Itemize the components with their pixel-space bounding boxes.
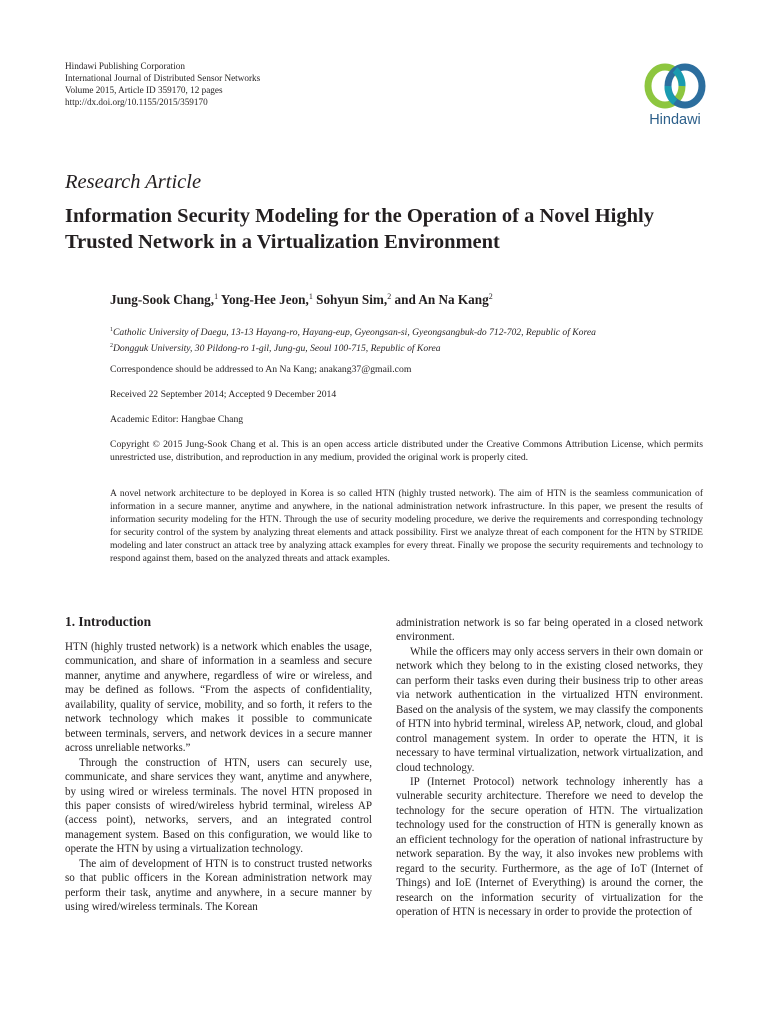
hindawi-logo xyxy=(636,60,714,134)
volume-info: Volume 2015, Article ID 359170, 12 pages xyxy=(65,85,223,95)
paragraph: Through the construction of HTN, users can securely use, communicate, and share services they want, anytime and anywhere, by using wired or wireless terminals. The novel HTN proposed in this paper consists of wired/wireless hybrid terminal, wireless AP (access point), networks, servers, and an integrated control management system. Based on this configuration, we would like to operate the HTN by using a virtualization technology. xyxy=(65,756,372,856)
section-heading: 1. Introduction xyxy=(65,614,152,629)
paragraph: administration network is so far being operated in a closed network environment. xyxy=(396,617,703,644)
affiliation-number: 1 xyxy=(110,327,113,333)
author-name: Jung-Sook Chang, xyxy=(110,292,215,307)
body-column-left xyxy=(65,640,372,915)
academic-editor: Academic Editor: Hangbae Chang xyxy=(110,414,244,425)
author-affiliation-mark: 1 xyxy=(214,292,219,301)
article-type: Research Article xyxy=(65,171,202,193)
received-dates: Received 22 September 2014; Accepted 9 December 2014 xyxy=(110,389,337,400)
doi-link[interactable]: http://dx.doi.org/10.1155/2015/359170 xyxy=(65,97,208,107)
affiliation-text: Catholic University of Daegu, 13-13 Hayang-ro, Hayang-eup, Gyeongsan-si, Gyeongsangbuk-do 712-702, Republic of Korea xyxy=(113,327,596,338)
affiliation-line xyxy=(110,340,720,356)
affiliation-text: Dongguk University, 30 Pildong-ro 1-gil, Jung-gu, Seoul 100-715, Republic of Korea xyxy=(113,342,441,354)
correspondence: Correspondence should be addressed to An Na Kang; anakang37@gmail.com xyxy=(110,364,412,375)
article-title: Information Security Modeling for the Operation of a Novel Highly Trusted Network in a Virtualization Environment xyxy=(65,205,654,253)
copyright-notice: Copyright © 2015 Jung-Sook Chang et al. This is an open access article distributed under the Creative Commons Attribution License, which permits unrestricted use, distribution, and reproduction in any medium, provided the original work is properly cited. xyxy=(110,439,703,463)
author-list xyxy=(110,292,493,308)
affiliation-line xyxy=(110,324,720,340)
publisher-name: Hindawi Publishing Corporation xyxy=(65,61,185,71)
author-name: and An Na Kang xyxy=(394,292,489,307)
author-affiliation-mark: 2 xyxy=(488,292,493,301)
author-name: Sohyun Sim, xyxy=(316,292,388,307)
abstract: A novel network architecture to be deployed in Korea is so called HTN (highly trusted network). The aim of HTN is the seamless communication of information in a secure manner, anytime and anywhere, in the national administration network infrastructure. In this paper, we present the results of information security modeling for the HTN. Through the use of security modeling procedure, we derive the requirements and corresponding technology for security control of the system by analyzing threat elements and attack possibility. First we analyze threat of each component for the HTN by STRIDE modeling and later construct an attack tree by analyzing attack examples for every threat. Finally we propose the security requirements and technology to respond against them, based on the analyzed threats and attack examples. xyxy=(110,488,703,564)
affiliations xyxy=(110,324,720,356)
paragraph: The aim of development of HTN is to construct trusted networks so that public officers in the Korean administration network may perform their task, anytime and anywhere, in a secure manner by using wired/wireless terminals. The Korean xyxy=(65,857,372,914)
body-column-right xyxy=(396,616,703,920)
hindawi-logo-icon xyxy=(636,60,714,112)
paragraph: HTN (highly trusted network) is a network which enables the usage, communication, and share of information in a seamless and secure manner, anytime and anywhere, regardless of wire or wireless, and may be defined as follows. “From the aspects of confidentiality, availability, quality of service, mobility, and so forth, it refers to the network technology which makes it possible to communicate between terminals, servers, and network devices in a secure manner across unreliable networks.” xyxy=(65,641,372,755)
affiliation-number: 2 xyxy=(110,342,113,349)
logo-wordmark: Hindawi xyxy=(649,112,701,128)
author-name: Yong-Hee Jeon, xyxy=(220,292,309,307)
author-affiliation-mark: 1 xyxy=(308,292,313,301)
author-affiliation-mark: 2 xyxy=(387,292,392,301)
journal-header xyxy=(65,60,260,108)
paragraph: While the officers may only access servers in their own domain or network which they belong to in the existing closed networks, they can perform their tasks even during their business trip to other areas via network authentication in the virtualized HTN environment. Based on the analysis of the system, we may classify the components of HTN into hybrid terminal, wireless AP, network, cloud, and global control management system. In order to operate the HTN, it is necessary to have terminal virtualization, network virtualization, and cloud technology. xyxy=(396,645,703,774)
paragraph: IP (Internet Protocol) network technology inherently has a vulnerable security architecture. Therefore we need to develop the technology for the secure operation of HTN. The virtualization technology used for the construction of HTN is generally known as an efficient technology for the operation of national infrastructure by network separation. By the way, it also invokes new problems with regard to the security. Furthermore, as the age of IoT (Internet of Things) and IoE (Internet of Everything) is around the corner, the research on the information security of virtualization for the operation of HTN is necessary in order to provide the protection of xyxy=(396,775,703,919)
journal-name: International Journal of Distributed Sensor Networks xyxy=(65,73,261,83)
